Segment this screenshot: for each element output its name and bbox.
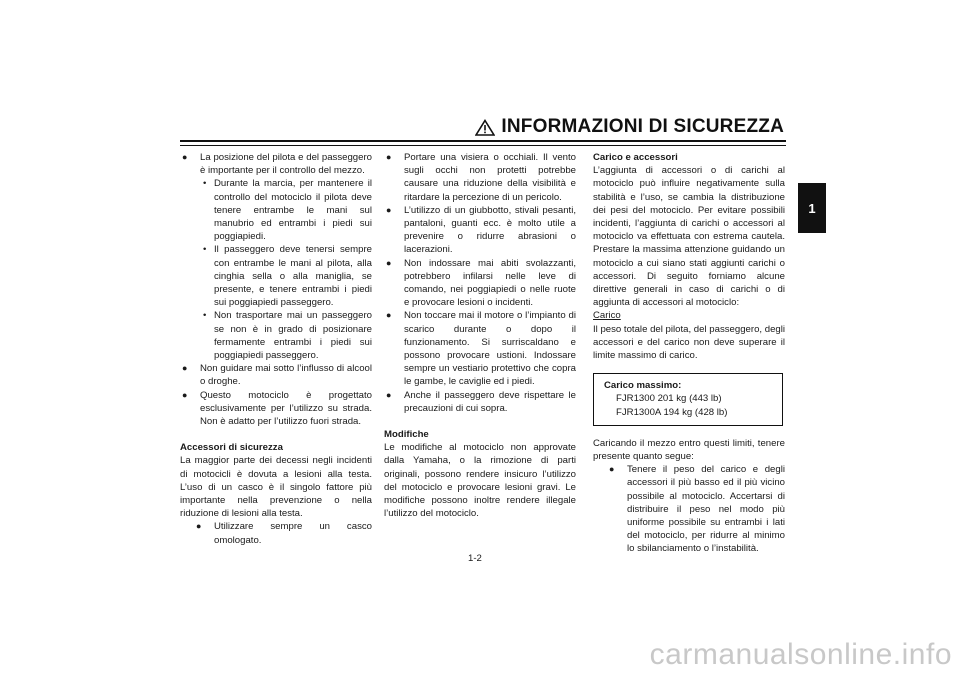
page-title: INFORMAZIONI DI SICUREZZA [501,116,784,137]
list-item: ● Anche il passeggero deve rispettare le precauzioni di cui sopra. [386,389,576,414]
bullet-icon: ● [609,464,615,475]
paragraph: Le modifiche al motociclo non approvate dalla Yamaha, o la rimozione di parti originali, possono rendere insicuro l’utilizzo del motociclo e provocare lesioni gravi. Le modifiche possono inoltre rendere illegale l’utilizzo del motociclo. [384,442,576,520]
subheading: Carico [593,310,621,322]
bullet-icon: ● [386,310,392,321]
bullet-icon: ● [386,389,392,400]
dot-icon: • [203,244,207,256]
list-item: ● Non toccare mai il motore o l’impianto di scarico durante o dopo il funzionamento. Si surriscaldano e possono provocare ustioni. Indossare sempre un vestiario protettivo che copra le gambe, le caviglie ed i piedi. [386,310,576,388]
section-heading: Carico e accessori [593,152,678,163]
warning-triangle-icon [475,119,495,136]
header-rule-thin [180,145,786,146]
paragraph: La maggior parte dei decessi negli incidenti di motocicli è dovuta a lesioni alla testa. L’uso di un casco è il singolo fattore più importante nella prevenzione o nella riduzione di lesioni alla testa. [180,455,372,520]
list-item: ● Non guidare mai sotto l’influsso di alcool o droghe. [182,363,372,388]
chapter-tab: 1 [798,183,826,233]
dot-icon: • [203,310,207,322]
max-load-box [593,373,783,426]
list-item: ● Tenere il peso del carico e degli accessori il più basso ed il più vicino possibile al motociclo. Accertarsi di distribuire il peso nel modo più uniforme possibile su entrambi i lati del motociclo, per ridurre al minimo lo sbilanciamento o l’instabilità. [609,464,785,555]
column-1 [180,151,372,547]
bullet-icon: ● [386,152,392,162]
page-header [475,116,784,138]
box-title: Carico massimo: [604,380,682,392]
dot-icon: • [203,178,207,190]
list-item: ● Utilizzare sempre un casco omologato. [196,521,372,546]
paragraph: Il peso totale del pilota, del passeggero, degli accessori e del carico non deve superare il limite massimo di carico. [593,323,786,362]
column-3 [593,151,785,556]
sub-list-item: • Il passeggero deve tenersi sempre con entrambe le mani al pilota, alla cinghia sella o alla maniglia, se presente, e tenere entrambi i piedi sui poggiapiedi passeggero. [203,244,372,309]
paragraph: Caricando il mezzo entro questi limiti, tenere presente quanto segue: [593,437,785,463]
list-item: ● Questo motociclo è progettato esclusivamente per l’utilizzo su strada. Non è adatto per l’utilizzo fuori strada. [182,389,372,428]
paragraph: L’aggiunta di accessori o di carichi al motociclo può influire negativamente sulla stabilità e l’uso, se cambia la distribuzione dei pesi del motociclo. Per evitare possibili incidenti, l’aggiunta di carichi o accessori al motociclo va effettuata con estrema cautela. Prestare la massima attenzione guidando un motociclo a cui siano stati aggiunti carichi o accessori. Di seguito forniamo alcune direttive generali in caso di carichi o di aggiunta di accessori al motociclo: [593,165,785,309]
sub-list-item: • Non trasportare mai un passeggero se non è in grado di posizionare fermamente entrambi i piedi sui poggiapiedi passeggero. [203,310,372,362]
section-heading: Accessori di sicurezza [180,442,283,454]
watermark: carmanualsonline.info [649,638,952,671]
box-line: FJR1300A 194 kg (428 lb) [616,406,728,418]
page-number: 1-2 [468,553,482,564]
box-line: FJR1300 201 kg (443 lb) [616,393,722,405]
bullet-icon: ● [196,521,202,532]
bullet-icon: ● [386,257,392,268]
list-item: ● Portare una visiera o occhiali. Il vento sugli occhi non protetti potrebbe causare una riduzione della visibilità e ritardare la percezione di un pericolo. [386,152,576,203]
header-rule-thick [180,140,786,142]
bullet-icon: ● [182,152,188,162]
list-item: ● Non indossare mai abiti svolazzanti, potrebbero infilarsi nelle leve di comando, nei poggiapiedi o nelle ruote e provocare lesioni o incidenti. [386,257,576,309]
list-item: ● L’utilizzo di un giubbotto, stivali pesanti, pantaloni, guanti ecc. è molto utile a prevenire o ridurre abrasioni o lacerazioni. [386,204,576,256]
section-heading: Modifiche [384,429,429,441]
sub-list-item: • Durante la marcia, per mantenere il controllo del motociclo il pilota deve tenere entrambe le mani sul manubrio ed entrambi i piedi sui poggiapiedi. [203,178,372,243]
bullet-icon: ● [182,389,188,400]
list-item: ● La posizione del pilota e del passeggero è importante per il controllo del mezzo. [182,152,372,177]
bullet-icon: ● [386,204,392,215]
bullet-icon: ● [182,363,188,374]
column-2 [384,151,576,520]
